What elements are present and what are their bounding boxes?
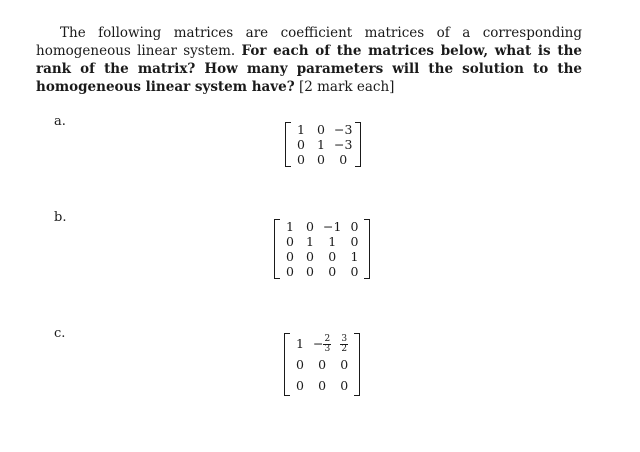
part-b-label: b. — [54, 210, 67, 225]
matrix-row — [291, 122, 355, 137]
matrix-row — [280, 219, 364, 234]
matrix-entry — [310, 333, 334, 354]
matrix-entry: 0 — [318, 378, 327, 393]
right-bracket — [355, 122, 361, 167]
matrix-entry: 1 — [296, 336, 304, 351]
matrix-entry: −3 — [334, 122, 353, 137]
matrix-a-cells — [291, 122, 355, 167]
matrix-b — [274, 219, 370, 279]
matrix-entry: 0 — [296, 378, 304, 393]
matrix-entry: 1 — [297, 122, 305, 137]
matrix-entry: 0 — [297, 152, 305, 167]
matrix-row — [280, 234, 364, 249]
matrix-entry: 0 — [306, 264, 314, 279]
fraction-denominator: 2 — [341, 344, 348, 354]
question-text — [36, 24, 582, 96]
question-marks: [2 mark each] — [298, 79, 395, 95]
right-bracket — [354, 333, 360, 396]
matrix-entry: 0 — [317, 122, 325, 137]
matrix-entry: 1 — [306, 234, 314, 249]
matrix-entry — [334, 333, 354, 354]
matrix-entry: 0 — [306, 219, 314, 234]
matrix-entry: 0 — [297, 137, 305, 152]
fraction-numerator: 2 — [324, 334, 331, 344]
matrix-entry: 0 — [286, 249, 294, 264]
question-prompt: For each of the matrices below, what is the rank of the matrix? How many parameters will the solution to the homogeneous linear system have? — [36, 43, 582, 95]
matrix-c — [284, 333, 360, 396]
matrix-row — [291, 137, 355, 152]
right-bracket — [364, 219, 370, 279]
matrix-a — [285, 122, 361, 167]
matrix-entry: −1 — [323, 219, 342, 234]
matrix-entry: 0 — [350, 264, 359, 279]
matrix-entry: 1 — [317, 137, 325, 152]
matrix-row — [290, 333, 354, 354]
part-a-label: a. — [54, 114, 66, 129]
matrix-entry: 0 — [340, 357, 349, 372]
matrix-entry: 0 — [306, 249, 314, 264]
matrix-entry: 0 — [328, 264, 337, 279]
fraction — [323, 335, 331, 354]
matrix-entry: 0 — [317, 152, 325, 167]
matrix-entry: 0 — [286, 234, 294, 249]
matrix-entry: 0 — [340, 378, 349, 393]
matrix-entry: 1 — [286, 219, 294, 234]
matrix-row — [280, 249, 364, 264]
fraction — [340, 335, 348, 354]
matrix-entry: 0 — [318, 357, 327, 372]
matrix-entry: 0 — [350, 234, 359, 249]
matrix-entry: 1 — [328, 234, 337, 249]
fraction-numerator: 3 — [341, 334, 348, 344]
matrix-c-cells — [290, 333, 354, 396]
matrix-row — [290, 354, 354, 375]
matrix-entry: 0 — [296, 357, 304, 372]
matrix-b-cells — [280, 219, 364, 279]
fraction-sign: − — [313, 336, 324, 351]
matrix-entry: 0 — [339, 152, 348, 167]
matrix-entry: 0 — [350, 219, 359, 234]
matrix-entry: 1 — [350, 249, 359, 264]
matrix-entry: 0 — [328, 249, 337, 264]
matrix-row — [280, 264, 364, 279]
matrix-row — [290, 375, 354, 396]
fraction-denominator: 3 — [324, 344, 331, 354]
matrix-row — [291, 152, 355, 167]
matrix-entry: −3 — [334, 137, 353, 152]
question-intro: The following matrices are coefficient matrices of a corresponding homogeneous linear system. — [36, 25, 582, 59]
matrix-entry: 0 — [286, 264, 294, 279]
part-c-label: c. — [54, 326, 66, 341]
